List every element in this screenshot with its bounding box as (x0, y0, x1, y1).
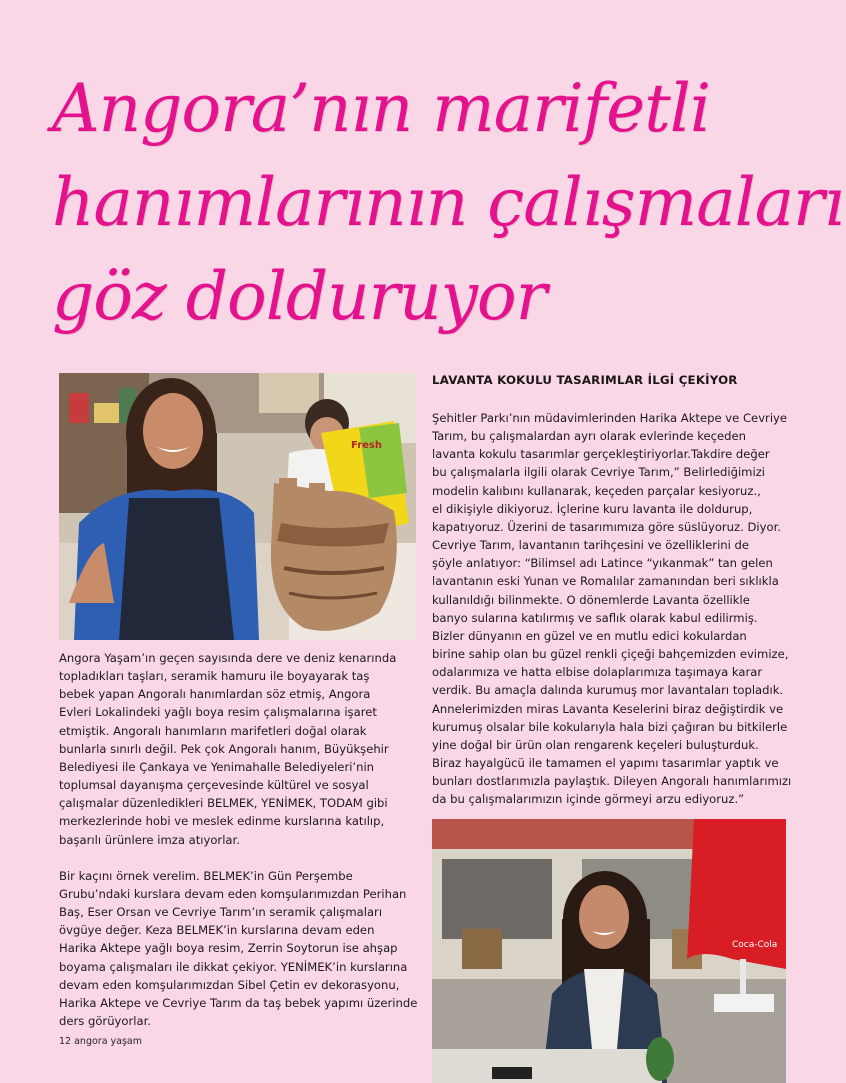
text-line: Bizler dünyanın en güzel ve en mutlu edici kokulardan (432, 628, 747, 643)
text-line: Evleri Lokalindeki yağlı boya resim çalışmalarına işaret (59, 705, 377, 720)
text-line: bu çalışmalarla ilgili olarak Cevriye Tarım,” Belirlediğimizi (432, 465, 766, 480)
text-line: Tarım, bu çalışmalardan ayrı olarak evlerinde keçeden (432, 429, 747, 444)
title-line-1: Angora’nın marifetli (52, 70, 710, 147)
text-line: başarılı ürünlere imza atıyorlar. (59, 832, 240, 847)
text-line: Belediyesi ile Çankaya ve Yenimahalle Belediyeleri’nin (59, 759, 375, 774)
lavender-paragraph (432, 409, 792, 808)
text-line: yine doğal bir ürün olan rengarenk keçeleri buluşturduk. (432, 737, 759, 752)
text-line: övgüye değer. Keza BELMEK’in kurslarına devam eden (59, 923, 375, 938)
ceramics-workshop-photo (59, 373, 416, 640)
text-line: merkezlerinde hobi ve meslek edinme kurslarına katılıp, (59, 814, 385, 829)
text-line: Harika Aktepe ve Cevriye Tarım da taş bebek yapımı üzerinde (59, 995, 418, 1010)
text-line: bunlarla sınırlı değil. Pek çok Angoralı hanım, Büyükşehir (59, 741, 389, 756)
text-line: şöyle anlatıyor: “Bilimsel adı Latince “yıkanmak” tan gelen (432, 556, 773, 571)
article-title (52, 62, 844, 344)
umbrella-brand-text: Coca-Cola (732, 940, 778, 950)
text-line: boyama çalışmaları ile dikkat çekiyor. YENİMEK’in kurslarına (59, 959, 408, 974)
text-line: bebek yapan Angoralı hanımlardan söz etmiş, Angora (59, 687, 371, 702)
title-line-3: göz dolduruyor (52, 258, 547, 335)
text-line: odalarımıza ve hatta elbise dolaplarımıza taşımaya karar (432, 665, 763, 680)
text-line: kapatıyoruz. Üzerini de tasarımımıza göre süslüyoruz. Diyor. (432, 519, 781, 534)
text-line: verdik. Bu amaçla dalında kurumuş mor lavantaları topladık. (432, 683, 784, 698)
text-line: kullanıldığı bilinmekte. O dönemlerde Lavanta özellikle (432, 592, 750, 607)
text-line: çalışmalar düzenledikleri BELMEK, YENİMEK, TODAM gibi (59, 796, 388, 811)
text-line: da bu çalışmalarımızın içinde görmeyi arzu ediyoruz.” (432, 792, 745, 807)
text-line: toplumsal dayanışma çerçevesinde kültürel ve sosyal (59, 778, 369, 793)
text-line: Bir kaçını örnek verelim. BELMEK’in Gün Perşembe (59, 868, 353, 883)
text-line: ders görüyorlar. (59, 1013, 151, 1028)
text-line: birine sahip olan bu güzel renkli çiçeği bahçemizden evimize, (432, 647, 789, 662)
right-column (432, 409, 792, 808)
text-line: etmiştik. Angoralı hanımların marifetleri doğal olarak (59, 723, 367, 738)
text-line: modelin kalıbını kullanarak, keçeden parçalar kesiyoruz., (432, 483, 761, 498)
text-line: Grubu’ndaki kurslara devam eden komşularımızdan Perihan (59, 886, 407, 901)
title-line-2: hanımlarının çalışmaları (52, 164, 844, 241)
text-line: Angora Yaşam’ın geçen sayısında dere ve deniz kenarında (59, 651, 397, 665)
text-line: Şehitler Parkı’nın müdavimlerinden Harika Aktepe ve Cevriye (432, 411, 788, 425)
text-line: topladıkları taşları, seramik hamuru ile boyayarak taş (59, 669, 370, 684)
text-line: Cevriye Tarım, lavantanın tarihçesini ve özelliklerini de (432, 538, 750, 553)
page-footer: 12 angora yaşam (59, 1036, 143, 1047)
text-line: lavantanın eski Yunan ve Romalılar zamanından beri sıklıkla (432, 574, 779, 589)
section-heading: LAVANTA KOKULU TASARIMLAR İLGİ ÇEKİYOR (432, 373, 738, 387)
text-line: bunları dostlarımızla paylaştık. Dileyen Angoralı hanımlarımızı (432, 774, 792, 789)
text-line: Annelerimizden miras Lavanta Keselerini biraz değiştirdik ve (432, 701, 784, 716)
text-line: banyo sularına katılırmış ve saflık olarak kabul edilirmiş. (432, 610, 758, 625)
text-line: el dikişiyle dikiyoruz. İçlerine kuru lavanta ile doldurup, (432, 501, 753, 516)
text-line: Biraz hayalgücü ile tamamen el yapımı tasarımlar yaptık ve (432, 755, 779, 770)
text-line: Baş, Eser Orsan ve Cevriye Tarım’ın seramik çalışmaları (59, 905, 383, 920)
left-column (59, 649, 421, 1030)
bag-brand-text: Fresh (351, 440, 382, 451)
text-line: devam eden komşularımızdan Sibel Çetin ev dekorasyonu, (59, 977, 400, 992)
text-line: Harika Aktepe yağlı boya resim, Zerrin Soytorun ise ahşap (59, 941, 398, 956)
examples-paragraph (59, 867, 421, 1030)
cafe-portrait-photo (432, 819, 786, 1083)
intro-paragraph (59, 649, 421, 849)
text-line: lavanta kokulu tasarımlar gerçekleştiriyorlar.Takdire değer (432, 447, 770, 462)
text-line: kurumuş olsalar bile kokularıyla hala bizi çağıran bu bitkilerle (432, 719, 788, 734)
